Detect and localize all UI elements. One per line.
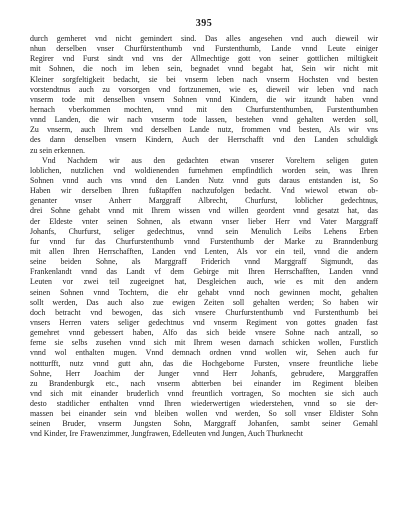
text-line: zu Brandenburgk etc., nach vnserm abtterben bei einander im Regiment bleiben — [30, 378, 378, 388]
text-line: Vnd Nachdem wir aus den gedachten etwan vnserer Voreltern seligen guten — [42, 155, 378, 165]
text-line: hernach vberkommen mochten, vnnd mit den Churfurstenthumben, Furstenthumben — [30, 104, 378, 114]
text-line: fur vnnd fur das Churfurstenthumb vnnd Furstenthumb der Marke zu Branndenburg — [30, 236, 378, 246]
text-line: vorstendtnus auch zu vorsorgen vnd fortzunemen, wie es, dieweil wir leben vnd nach — [30, 84, 378, 94]
text-line: durch gemheret vnd nicht gemindert sind. Das alles angesehen vnd auch dieweil wir — [30, 34, 378, 43]
page-number: 395 — [195, 18, 213, 29]
paragraph-2 — [30, 156, 378, 440]
text-line: vnd sich mit einander bruderlich vnnd freuntlich vortragen, So mochten sie sich auch — [30, 388, 378, 398]
text-line: des dann denselben vnsern Kindern, Auch der Herrschafft vnd den Landen schuldigk — [30, 135, 378, 145]
text-line: seinen Bruder, vnserm Jungsten Sohn, Marggraff Johanfen, sambt seiner Gemahl — [30, 419, 378, 429]
text-line: vnnd Landen, die wir nach vnserm tode lassen, bestehen vnnd gehalten werden soll, — [30, 115, 378, 125]
text-line: gemehret vnnd gebessert haben, Alfo das sich beide vnsere Sohne nach antzall, so — [30, 328, 378, 338]
text-line: sollt werden, Das auch also zue ewigen Zeiten soll gehalten werden; So haben wir — [30, 297, 378, 307]
paragraph-1 — [30, 34, 378, 156]
text-line: Leuten vor zwei teil zugeeignet hat, Desgleichen auch, wie es mit den andern — [30, 277, 378, 287]
text-line: Sohne, Herr Joachim der Junger vnnd Herr Johanfs, gebrudere, Marggraffen — [30, 368, 378, 378]
text-line: seinen Sohnen vnnd Tochtern, die ehr gehabt vnnd noch gewinnen mocht, gehalten — [30, 287, 378, 297]
text-line: genanter vnser Anherr Marggraff Albrecht, Churfurst, loblicher gedechtnus, — [30, 196, 378, 206]
text-line: Frankenlandt vnnd das Landt vf dem Gebirge mit Ihren Herrschafften, Landen vnnd — [30, 267, 378, 277]
text-line: seine beiden Sohne, als Marggraff Friderich vnnd Marggraff Sigmundt, das — [30, 257, 378, 267]
text-line: vnnd wol enthalten mugen. Vnnd demnach ordnen vnnd wollen wir, Sehen auch fur — [30, 348, 378, 358]
text-line: Regirer vnd Furst sindt vnd vns der Allmechtige gott von seiner gottlichen miltigkeit — [30, 54, 378, 64]
text-line: doch betracht vnd bewogen, das sich vnsere Churfurstenthumb vnd Furstenthumb bei — [30, 307, 378, 317]
text-line: vnsers Herren vaters seliger gedechtnus vnd vnserm Regiment von gottes gnaden fast — [30, 317, 378, 327]
text-line: drei Sohne gehabt vnnd mit Ihrem wissen vnd willen geordent vnnd gesatzt hat, das — [30, 206, 378, 216]
text-line: Haben wir derselben Ihren fußtapffen nachzufolgen bedacht. Vnd wiewol etwan ob- — [30, 186, 378, 196]
text-line: nottturfft, nutz vnnd gutt ahn, das die Hochgeborne Fursten, vnsere freuntliche liebe — [30, 358, 378, 368]
text-line: Kleiner sorgfeltigkeit bedacht, sie bei vnserm leben nach vnserm Hochsten vnd besten — [30, 74, 378, 84]
text-line: vnserm tode mit denselben vnsern Sohnen vnnd Kindern, die wir itzundt haben vnnd — [30, 94, 378, 104]
text-line: mit Sohnen, die noch im leben sein, begnadet vnnd begabt hat, Sein wir nicht mit — [30, 64, 378, 74]
text-line: zu sein erkennen. — [30, 145, 85, 155]
text-line: vnd Kinder, Ire Frawenzimmer, Jungfrawen, Edelleuten vnd Jungen, Auch Thurknecht — [30, 429, 303, 439]
text-line: nhun derselben vnser Churfürstenthumb vnd Furstenthumb, Lande vnnd Leute einiger — [30, 44, 378, 54]
text-line: Johanfs, Churfurst, seliger gedechtnus, vnnd sein Menulich Leibs Lehens Erben — [30, 226, 378, 236]
text-line: ferne sie selbs zusehen vnnd sich mit Ihrem wesen darnach schicken wollen, Furstlich — [30, 338, 378, 348]
text-line: mit allen Ihren Herrschafften, Landen vnd Lenten, Als vor ein teil, vnnd die andern — [30, 246, 378, 256]
text-line: der Eldeste vnter seinen Sohnen, als etwann vnser lieber Herr vnd Vater Marggraff — [30, 216, 378, 226]
text-line: loblichen, nutzlichen vnd woldienenden furnehmen empfindtlich worden sein, was Ihren — [30, 165, 378, 175]
text-line: Zu vnserm, auch Ihrem vnd derselben Lande nutz, frommen vnd besten, Als wir vns — [30, 125, 378, 135]
text-line: Sohnen vnnd auch vns vnnd den Landen Nutz vnnd guts daraus entstanden ist, So — [30, 175, 378, 185]
text-line: desto stadtlicher enthalten vnnd Ihren wiederwertigen wiederstehen, vnnd so sie der- — [30, 399, 378, 409]
text-line: massen bei einander sein vnd bleiben wollen vnd werden, So soll vnser Eldister Sohn — [30, 409, 378, 419]
